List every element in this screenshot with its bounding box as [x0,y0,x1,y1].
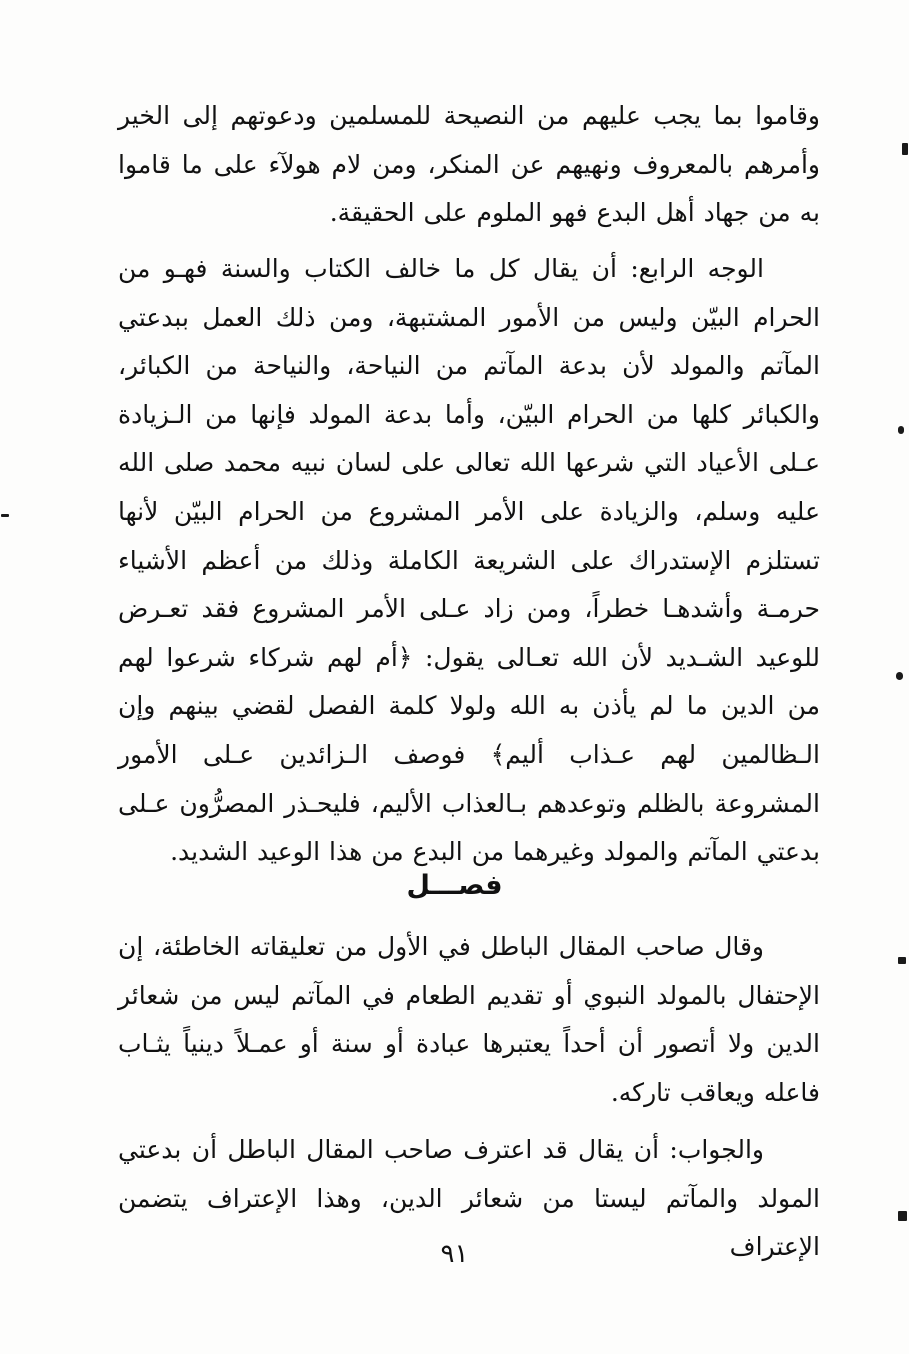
paragraph-text: والجواب: أن يقال قد اعترف صاحب المقال الباطل أن بدعتي المولد والمآتم ليستا من شعائر الدين، وهذا الإعتراف يتضمن الإعتراف [118,1135,820,1262]
scan-speck [898,1211,907,1221]
scan-speck [1,514,9,517]
page-number: ٩١ [440,1239,469,1269]
paragraph-fourth-aspect [118,245,820,877]
scan-speck [898,957,906,964]
scan-speck [902,143,908,155]
paragraph-continuation [118,92,820,238]
paragraph-text: وقاموا بما يجب عليهم من النصيحة للمسلمين ودعوتهم إلى الخير وأمرهم بالمعروف ونهيهم عن المنكر، ومن لام هولآء على ما قاموا به من جهاد أهل البدع فهو الملوم على الحقيقة. [118,101,820,228]
paragraph-text: وقال صاحب المقال الباطل في الأول من تعليقاته الخاطئة، إن الإحتفال بالمولد النبوي أو تقديم الطعام في المآتم ليس من شعائر الدين ولا أتصور أن أحداً يعتبرها عبادة أو سنة أو عمـلاً دينياً يثـاب فاعله ويعاقب تاركه. [118,932,820,1107]
paragraph-text: الوجه الرابع: أن يقال كل ما خالف الكتاب والسنة فهـو من الحرام البيّن وليس من الأمور المشتبهة، ومن ذلك العمل ببدعتي المآتم والمولد لأن بدعة المآتم من النياحة، والنياحة من الكبائر، والكبائر كلها من الحرام البيّن، وأما بدعة المولد فإنها من الـزيادة عـلى الأعياد التي شرعها الله تعالى على لسان نبيه محمد صلى الله عليه وسلم، والزيادة على الأمر المشروع من الحرام البيّن لأنها تستلزم الإستدراك على الشريعة الكاملة وذلك من أعظم الأشياء حرمـة وأشدهـا خطراً، ومن زاد عـلى الأمر المشروع فقد تعـرض للوعيد الشـديد لأن الله تعـالى يقول: ﴿أم لهم شركاء شرعوا لهم من الدين ما لم يأذن به الله ولولا كلمة الفصل لقضي بينهم وإن الـظالمين لهم عـذاب أليم﴾ فوصف الـزائدين عـلى الأمور المشروعة بالظلم وتوعدهم بـالعذاب الأليم، فليحـذر المصرُّون عـلى بدعتي المآتم والمولد وغيرهما من البدع من هذا الوعيد الشديد. [118,254,820,867]
scan-speck [896,672,903,680]
section-heading: فصـــل [406,870,503,901]
scan-speck [898,426,904,434]
paragraph-section-opening [118,923,820,1117]
